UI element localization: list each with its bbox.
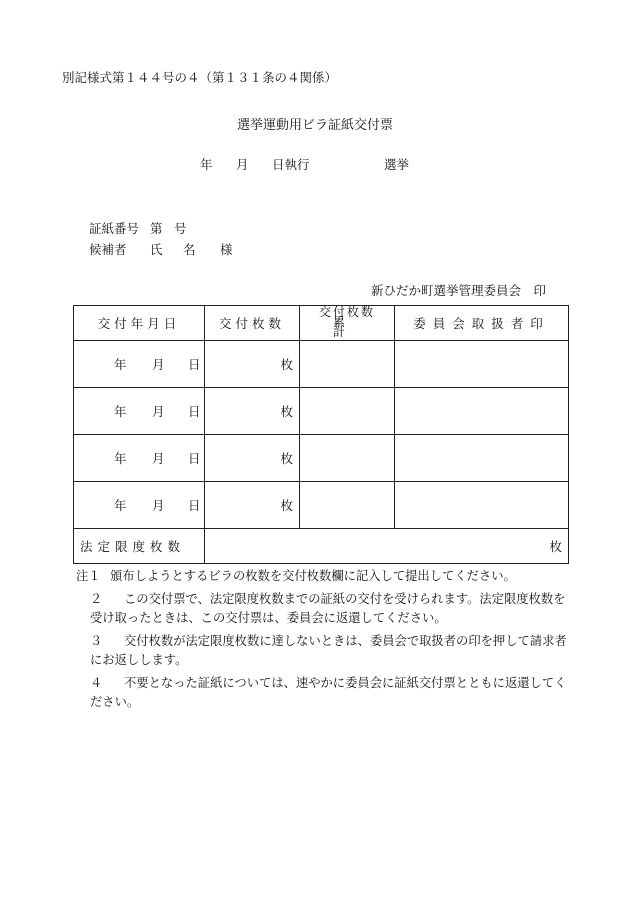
header-cumulative-bottom: 累計 [332,315,375,339]
date-day: 日 [188,498,201,513]
seal-cell[interactable] [395,388,569,435]
table-row [74,482,569,529]
note-text: 頒布しようとするビラの枚数を交付枚数欄に記入して提出してください。 [110,569,516,583]
issue-table [73,305,569,564]
cumulative-cell[interactable] [300,341,395,388]
note-number: ３ [90,633,103,648]
date-day: 日 [188,451,201,466]
certificate-dai: 第 [150,221,163,236]
election-month: 月 [236,157,249,172]
note-item [76,674,576,713]
table-row [74,341,569,388]
header-issue-date: 交付年月日 [74,306,205,341]
seal-cell[interactable] [395,435,569,482]
date-year: 年 [114,357,127,372]
legal-limit-value[interactable]: 枚 [205,529,569,564]
notes-section [76,567,576,716]
legal-limit-label: 法定限度枚数 [74,529,205,564]
candidate-label: 候補者 [89,242,127,257]
committee-seal-line: 新ひだか町選挙管理委員会 印 [371,283,547,298]
election-year: 年 [200,157,213,172]
count-cell[interactable]: 枚 [205,435,300,482]
note-number: ２ [90,591,103,606]
seal-cell[interactable] [395,341,569,388]
cumulative-cell[interactable] [300,435,395,482]
candidate-sama: 様 [220,242,233,257]
note-text: この交付票で、法定限度枚数までの証紙の交付を受けられます。法定限度枚数を受け取ったときは、この交付票は、委員会に返還してください。 [90,591,566,625]
header-cumulative [300,306,395,341]
table-row [74,388,569,435]
certificate-number-label: 証紙番号 [89,221,140,236]
date-cell[interactable] [74,435,205,482]
table-header-row [74,306,569,341]
note-number: 注１ [76,569,101,583]
date-cell[interactable] [74,482,205,529]
date-year: 年 [114,404,127,419]
date-month: 月 [152,498,165,513]
date-year: 年 [114,498,127,513]
table-row [74,435,569,482]
cumulative-cell[interactable] [300,388,395,435]
note-text: 不要となった証紙については、速やかに委員会に証紙交付票とともに返還してください。 [90,675,567,709]
election-day-exec: 日執行 [272,157,310,172]
date-cell[interactable] [74,341,205,388]
certificate-go: 号 [174,221,187,236]
cumulative-cell[interactable] [300,482,395,529]
count-cell[interactable]: 枚 [205,341,300,388]
date-month: 月 [152,404,165,419]
header-cumulative-top: 交付枚数 [318,305,375,319]
legal-limit-row [74,529,569,564]
note-item [76,567,576,587]
date-month: 月 [152,357,165,372]
form-id: 別記様式第１４４号の４（第１３１条の４関係） [62,70,338,85]
election-type: 選挙 [384,157,410,172]
note-text: 交付枚数が法定限度枚数に達しないときは、委員会で取扱者の印を押して請求者にお返しします。 [90,633,567,667]
document-title: 選挙運動用ビラ証紙交付票 [236,118,393,133]
header-committee-seal: 委員会取扱者印 [395,306,569,341]
note-item [76,590,576,629]
date-day: 日 [188,357,201,372]
count-cell[interactable]: 枚 [205,482,300,529]
note-item [76,632,576,671]
header-issue-count: 交付枚数 [205,306,300,341]
date-day: 日 [188,404,201,419]
candidate-shi: 氏 [150,242,163,257]
date-month: 月 [152,451,165,466]
candidate-mei: 名 [183,242,196,257]
date-cell[interactable] [74,388,205,435]
seal-cell[interactable] [395,482,569,529]
note-number: ４ [90,675,103,690]
count-cell[interactable]: 枚 [205,388,300,435]
date-year: 年 [114,451,127,466]
